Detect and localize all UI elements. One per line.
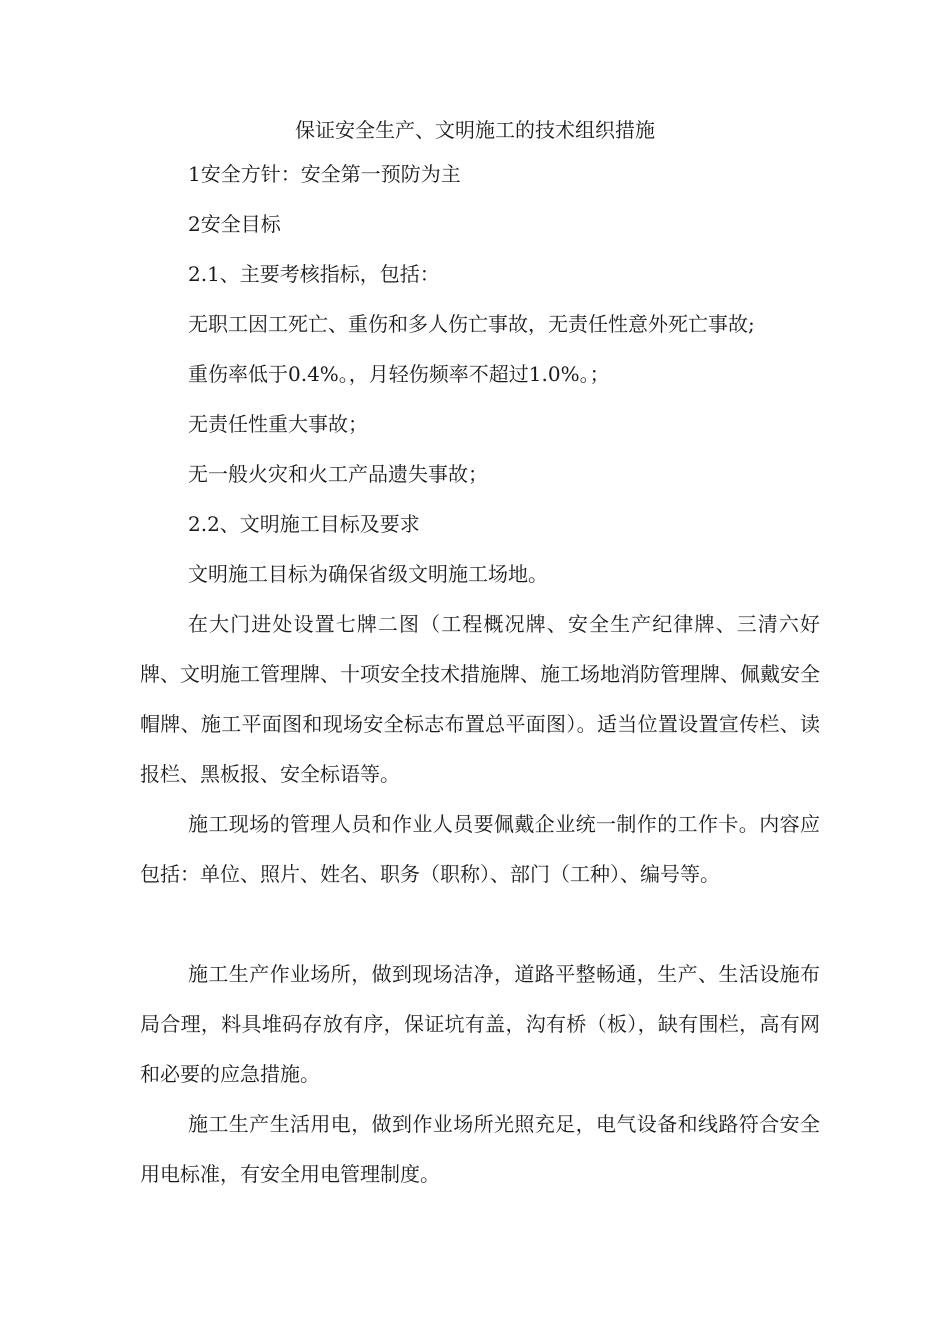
work-card-paragraph: 施工现场的管理人员和作业人员要佩戴企业统一制作的工作卡。内容应包括：单位、照片、姓名、职务（职称）、部门（工种）、编号等。 xyxy=(140,812,820,886)
safety-policy-line: 1安全方针：安全第一预防为主 xyxy=(188,162,461,186)
no-major-accident-line: 无责任性重大事故； xyxy=(188,412,368,436)
civilized-goal-line: 文明施工目标为确保省级文明施工场地。 xyxy=(188,562,548,586)
civilized-construction-heading: 2.2、文明施工目标及要求 xyxy=(188,512,420,536)
assessment-index-heading: 2.1、主要考核指标，包括： xyxy=(188,262,440,286)
document-title: 保证安全生产、文明施工的技术组织措施 xyxy=(295,118,655,142)
site-order-paragraph: 施工生产作业场所，做到现场洁净，道路平整畅通，生产、生活设施布局合理，料具堆码存放有序，保证坑有盖，沟有桥（板），缺有围栏，高有网和必要的应急措施。 xyxy=(140,962,820,1086)
signboard-paragraph: 在大门进处设置七牌二图（工程概况牌、安全生产纪律牌、三清六好牌、文明施工管理牌、十项安全技术措施牌、施工场地消防管理牌、佩戴安全帽牌、施工平面图和现场安全标志布置总平面图）。适当位置设置宣传栏、读报栏、黑板报、安全标语等。 xyxy=(140,612,820,786)
safety-goal-heading: 2安全目标 xyxy=(188,212,281,236)
injury-rate-line: 重伤率低于0.4%。，月轻伤频率不超过1.0%。； xyxy=(188,362,610,386)
electricity-paragraph: 施工生产生活用电，做到作业场所光照充足，电气设备和线路符合安全用电标准，有安全用电管理制度。 xyxy=(140,1112,820,1186)
no-fire-line: 无一般火灾和火工产品遗失事故； xyxy=(188,462,488,486)
no-fatality-line: 无职工因工死亡、重伤和多人伤亡事故，无责任性意外死亡事故; xyxy=(188,312,755,336)
